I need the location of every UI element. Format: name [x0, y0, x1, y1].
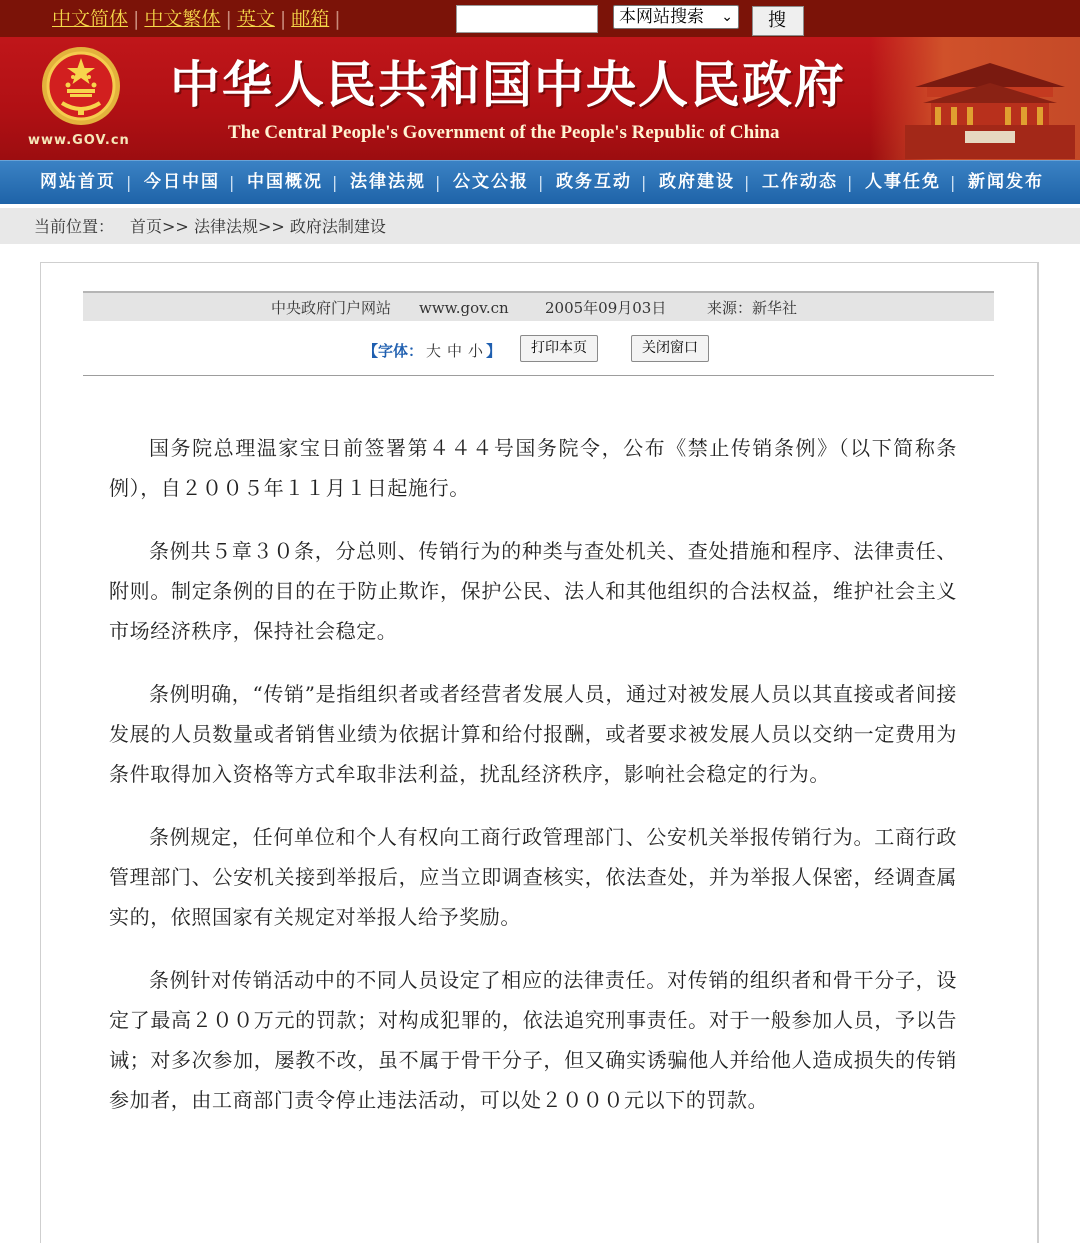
- nav-separator: |: [744, 173, 750, 192]
- search-scope-value: 本网站搜索: [619, 7, 704, 27]
- link-simplified-chinese[interactable]: 中文简体: [52, 8, 129, 30]
- site-subtitle: The Central People's Government of the People's Republic of China: [228, 122, 780, 143]
- close-window-button[interactable]: 关闭窗口: [631, 335, 709, 362]
- breadcrumb-laws[interactable]: 法律法规>>: [193, 217, 285, 236]
- site-title: 中华人民共和国中央人民政府: [170, 55, 846, 114]
- separator: |: [334, 8, 341, 30]
- tiananmen-gate-icon: [905, 41, 1075, 159]
- nav-item-home[interactable]: 网站首页: [40, 172, 116, 192]
- site-domain: www.GOV.cn: [28, 133, 130, 148]
- font-size-medium[interactable]: 中: [447, 342, 463, 360]
- separator: |: [225, 8, 232, 30]
- font-size-small[interactable]: 小: [468, 342, 484, 360]
- article-container: [40, 262, 1039, 1243]
- meta-portal: 中央政府门户网站: [271, 299, 392, 317]
- breadcrumb-current[interactable]: 政府法制建设: [289, 217, 386, 236]
- article-meta-bar: [83, 291, 994, 321]
- nav-item-interaction[interactable]: 政务互动: [556, 172, 632, 192]
- nav-item-china-today[interactable]: 今日中国: [144, 172, 220, 192]
- nav-item-china-overview[interactable]: 中国概况: [247, 172, 323, 192]
- nav-item-documents[interactable]: 公文公报: [453, 172, 529, 192]
- divider: [83, 375, 994, 376]
- nav-separator: |: [641, 173, 647, 192]
- article-paragraph: 条例共５章３０条，分总则、传销行为的种类与查处机关、查处措施和程序、法律责任、附则。制定条例的目的在于防止欺诈，保护公民、法人和其他组织的合法权益，维护社会主义市场经济秩序，保持社会稳定。: [109, 539, 957, 643]
- top-utility-bar: [0, 0, 1080, 37]
- search-scope-select[interactable]: [613, 5, 739, 29]
- font-size-control: [363, 341, 501, 361]
- language-links: [52, 8, 346, 30]
- font-size-large[interactable]: 大: [426, 342, 442, 360]
- nav-separator: |: [950, 173, 956, 192]
- article-paragraph: 条例针对传销活动中的不同人员设定了相应的法律责任。对传销的组织者和骨干分子，设定了最高２００万元的罚款；对构成犯罪的，依法追究刑事责任。对于一般参加人员，予以告诫；对多次参加，屡教不改，虽不属于骨干分子，但又确实诱骗他人并给他人造成损失的传销参加者，由工商部门责令停止违法活动，可以处２０００元以下的罚款。: [109, 968, 957, 1112]
- nav-item-work-updates[interactable]: 工作动态: [762, 172, 838, 192]
- article-body: [109, 428, 957, 1143]
- article-paragraph: 条例规定，任何单位和个人有权向工商行政管理部门、公安机关举报传销行为。工商行政管理部门、公安机关接到举报后，应当立即调查核实，依法查处，并为举报人保密，经调查属实的，依照国家有关规定对举报人给予奖励。: [109, 825, 957, 929]
- font-size-close: 】: [486, 342, 502, 360]
- article-tools: [41, 335, 1037, 365]
- font-size-open: 【字体：: [363, 342, 424, 360]
- main-navigation: [0, 160, 1080, 204]
- nav-item-press-releases[interactable]: 新闻发布: [968, 172, 1044, 192]
- nav-item-government-building[interactable]: 政府建设: [659, 172, 735, 192]
- nav-separator: |: [332, 173, 338, 192]
- article-paragraph: 国务院总理温家宝日前签署第４４４号国务院令，公布《禁止传销条例》（以下简称条例），自２００５年１１月１日起施行。: [109, 436, 957, 500]
- print-button[interactable]: 打印本页: [520, 335, 598, 362]
- national-emblem-icon[interactable]: [40, 45, 122, 127]
- link-mailbox[interactable]: 邮箱: [291, 8, 330, 30]
- nav-separator: |: [435, 173, 441, 192]
- article-paragraph: 条例明确，“传销”是指组织者或者经营者发展人员，通过对被发展人员以其直接或者间接发展的人员数量或者销售业绩为依据计算和给付报酬，或者要求被发展人员以交纳一定费用为条件取得加入资格等方式牟取非法利益，扰乱经济秩序，影响社会稳定的行为。: [109, 682, 957, 786]
- chevron-down-icon: ⌄: [721, 9, 733, 25]
- breadcrumb-bar: [0, 208, 1080, 244]
- nav-item-appointments[interactable]: 人事任免: [865, 172, 941, 192]
- meta-site: www.gov.cn: [419, 299, 509, 317]
- nav-separator: |: [126, 173, 132, 192]
- search-button[interactable]: 搜: [752, 6, 804, 36]
- separator: |: [279, 8, 287, 30]
- nav-item-laws[interactable]: 法律法规: [350, 172, 426, 192]
- breadcrumb-label: 当前位置：: [34, 217, 115, 236]
- site-banner: [0, 37, 1080, 160]
- breadcrumb: [34, 217, 386, 237]
- nav-separator: |: [229, 173, 235, 192]
- link-english[interactable]: 英文: [236, 8, 275, 30]
- nav-separator: |: [538, 173, 544, 192]
- search-input[interactable]: [456, 5, 598, 33]
- meta-date: 2005年09月03日: [545, 299, 667, 317]
- separator: |: [133, 8, 140, 30]
- link-traditional-chinese[interactable]: 中文繁体: [144, 8, 221, 30]
- nav-separator: |: [847, 173, 853, 192]
- meta-source: 来源：新华社: [707, 299, 798, 317]
- breadcrumb-home[interactable]: 首页>>: [130, 217, 189, 236]
